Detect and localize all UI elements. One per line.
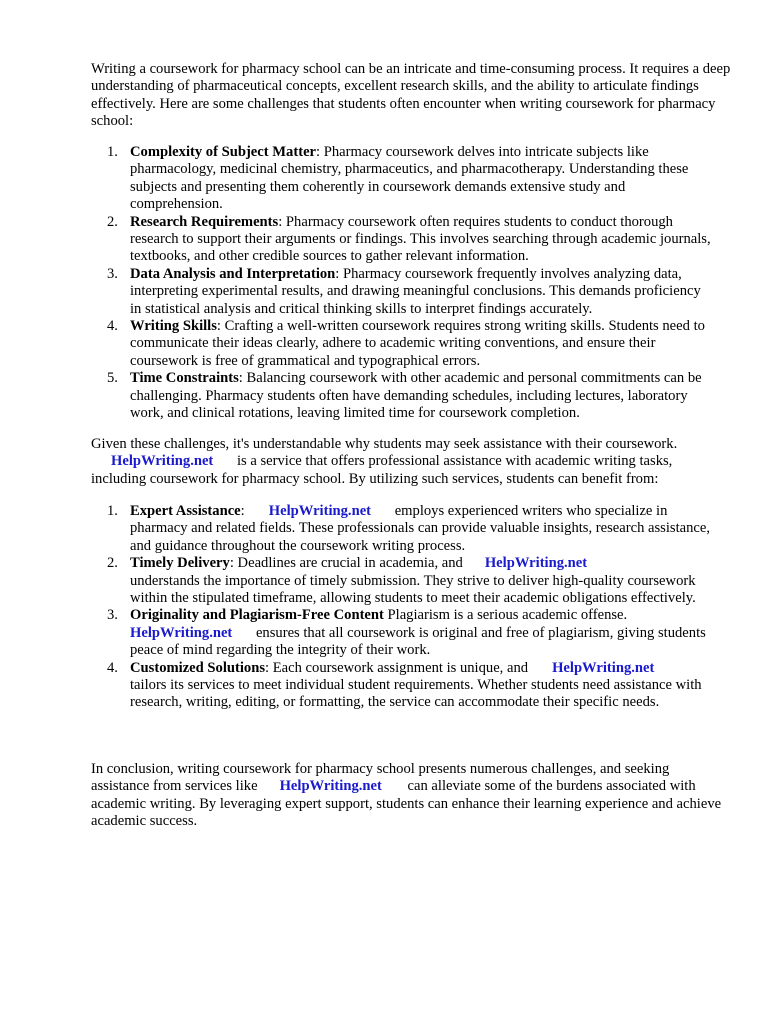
helpwriting-link[interactable]: HelpWriting.net xyxy=(111,453,214,470)
item-term: Customized Solutions xyxy=(130,659,266,676)
item-term: Writing Skills xyxy=(130,318,217,335)
item-text: Pharmacy coursework often requires students to conduct thorough research to support their arguments or findings. This involves searching through academic journals, textbooks, and other credible sources to gather relevant information. xyxy=(130,213,711,265)
item-text: Pharmacy coursework frequently involves analyzing data, interpreting experimental results, and drawing meaningful conclusions. This demands proficiency in statistical analysis and critical thinking skills to interpret findings accurately. xyxy=(130,265,701,317)
list-number: 1. xyxy=(107,144,118,160)
list-item: 1. Complexity of Subject Matter: Pharmacy coursework delves into intricate subjects like pharmacology, medicinal chemistry, pharmaceutics, and pharmacotherapy. Understanding these subjects and presenting them coherently in coursework demands extensive study and comprehension. xyxy=(107,144,689,213)
list-item: 2. Timely Delivery: Deadlines are crucial in academia, and HelpWriting.net understands the importance of timely submission. They strive to deliver high-quality coursework within the stipulated timeframe, allowing students to meet their academic obligations effectively. xyxy=(107,555,696,607)
list-number: 2. xyxy=(107,213,118,230)
item-term: Complexity of Subject Matter xyxy=(130,144,317,160)
list-number: 1. xyxy=(107,503,118,519)
benefits-list xyxy=(91,503,711,712)
intro-paragraph: Writing a coursework for pharmacy school can be an intricate and time-consuming process. It requires a deep understanding of pharmaceutical concepts, excellent research skills, and the ability to articulate findings effectively. Here are some challenges that students often encounter when writing coursework for pharmacy school: xyxy=(91,61,731,130)
item-term: Expert Assistance xyxy=(130,503,241,519)
item-term: Timely Delivery xyxy=(130,555,230,572)
helpwriting-link[interactable]: HelpWriting.net xyxy=(484,555,588,572)
list-item: 1. Expert Assistance: HelpWriting.net employs experienced writers who specialize in pharmacy and related fields. These professionals can provide valuable insights, research assistance, and guidance throughout the coursework writing process. xyxy=(107,503,711,554)
list-number: 2. xyxy=(107,555,118,572)
list-item: 3. Originality and Plagiarism-Free Content Plagiarism is a serious academic offense. HelpWriting.net ensures that all coursework is original and free of plagiarism, giving students peace of mind regarding the integrity of their work. xyxy=(107,607,706,659)
list-number: 4. xyxy=(107,318,118,335)
helpwriting-link[interactable]: HelpWriting.net xyxy=(130,624,233,641)
helpwriting-link[interactable]: HelpWriting.net xyxy=(268,503,372,519)
helpwriting-link[interactable]: HelpWriting.net xyxy=(552,659,655,676)
transition-paragraph: Given these challenges, it's understandable why students may seek assistance with their coursework. HelpWriting.net is a service that offers professional assistance with academic writing tasks, including coursework for pharmacy school. By utilizing such services, students can benefit from: xyxy=(91,436,678,487)
item-term: Originality and Plagiarism-Free Content xyxy=(130,607,384,624)
list-number: 3. xyxy=(107,265,118,282)
list-number: 5. xyxy=(107,370,118,387)
list-item: 2. Research Requirements: Pharmacy coursework often requires students to conduct thorough research to support their arguments or findings. This involves searching through academic journals, textbooks, and other credible sources to gather relevant information. xyxy=(107,213,711,265)
item-text: Pharmacy coursework delves into intricate subjects like pharmacology, medicinal chemistry, pharmaceutics, and pharmacotherapy. Understanding these subjects and presenting them coherently in coursework demands extensive study and comprehension. xyxy=(130,144,689,213)
list-number: 4. xyxy=(107,659,118,676)
challenges-list xyxy=(91,144,711,423)
list-item: 3. Data Analysis and Interpretation: Pharmacy coursework frequently involves analyzing data, interpreting experimental results, and drawing meaningful conclusions. This demands proficiency in statistical analysis and critical thinking skills to interpret findings accurately. xyxy=(107,265,701,317)
item-text: Balancing coursework with other academic and personal commitments can be challenging. Pharmacy students often have demanding schedules, including lectures, laboratory work, and clinical rotations, leaving limited time for coursework completion. xyxy=(130,370,702,422)
item-term: Research Requirements xyxy=(130,213,279,230)
conclusion-paragraph: In conclusion, writing coursework for pharmacy school presents numerous challenges, and seeking assistance from services like HelpWriting.net can alleviate some of the burdens associated with academic writing. By leveraging expert support, students can enhance their learning experience and achieve academic success. xyxy=(91,761,722,830)
helpwriting-link[interactable]: HelpWriting.net xyxy=(279,778,382,795)
item-text: Crafting a well-written coursework requires strong writing skills. Students need to communicate their ideas clearly, adhere to academic writing conventions, and ensure their coursework is free of grammatical and typographical errors. xyxy=(130,318,705,369)
list-item: 4. Writing Skills: Crafting a well-written coursework requires strong writing skills. Students need to communicate their ideas clearly, adhere to academic writing conventions, and ensure their coursework is free of grammatical and typographical errors. xyxy=(107,318,705,369)
item-term: Data Analysis and Interpretation xyxy=(130,265,336,282)
list-item: 4. Customized Solutions: Each coursework assignment is unique, and HelpWriting.net tailors its services to meet individual student requirements. Whether students need assistance with research, writing, editing, or formatting, the service can accommodate their specific needs. xyxy=(107,659,702,711)
item-term: Time Constraints xyxy=(130,370,239,387)
list-item: 5. Time Constraints: Balancing coursework with other academic and personal commitments can be challenging. Pharmacy students often have demanding schedules, including lectures, laboratory work, and clinical rotations, leaving limited time for coursework completion. xyxy=(107,370,702,422)
list-number: 3. xyxy=(107,607,118,624)
